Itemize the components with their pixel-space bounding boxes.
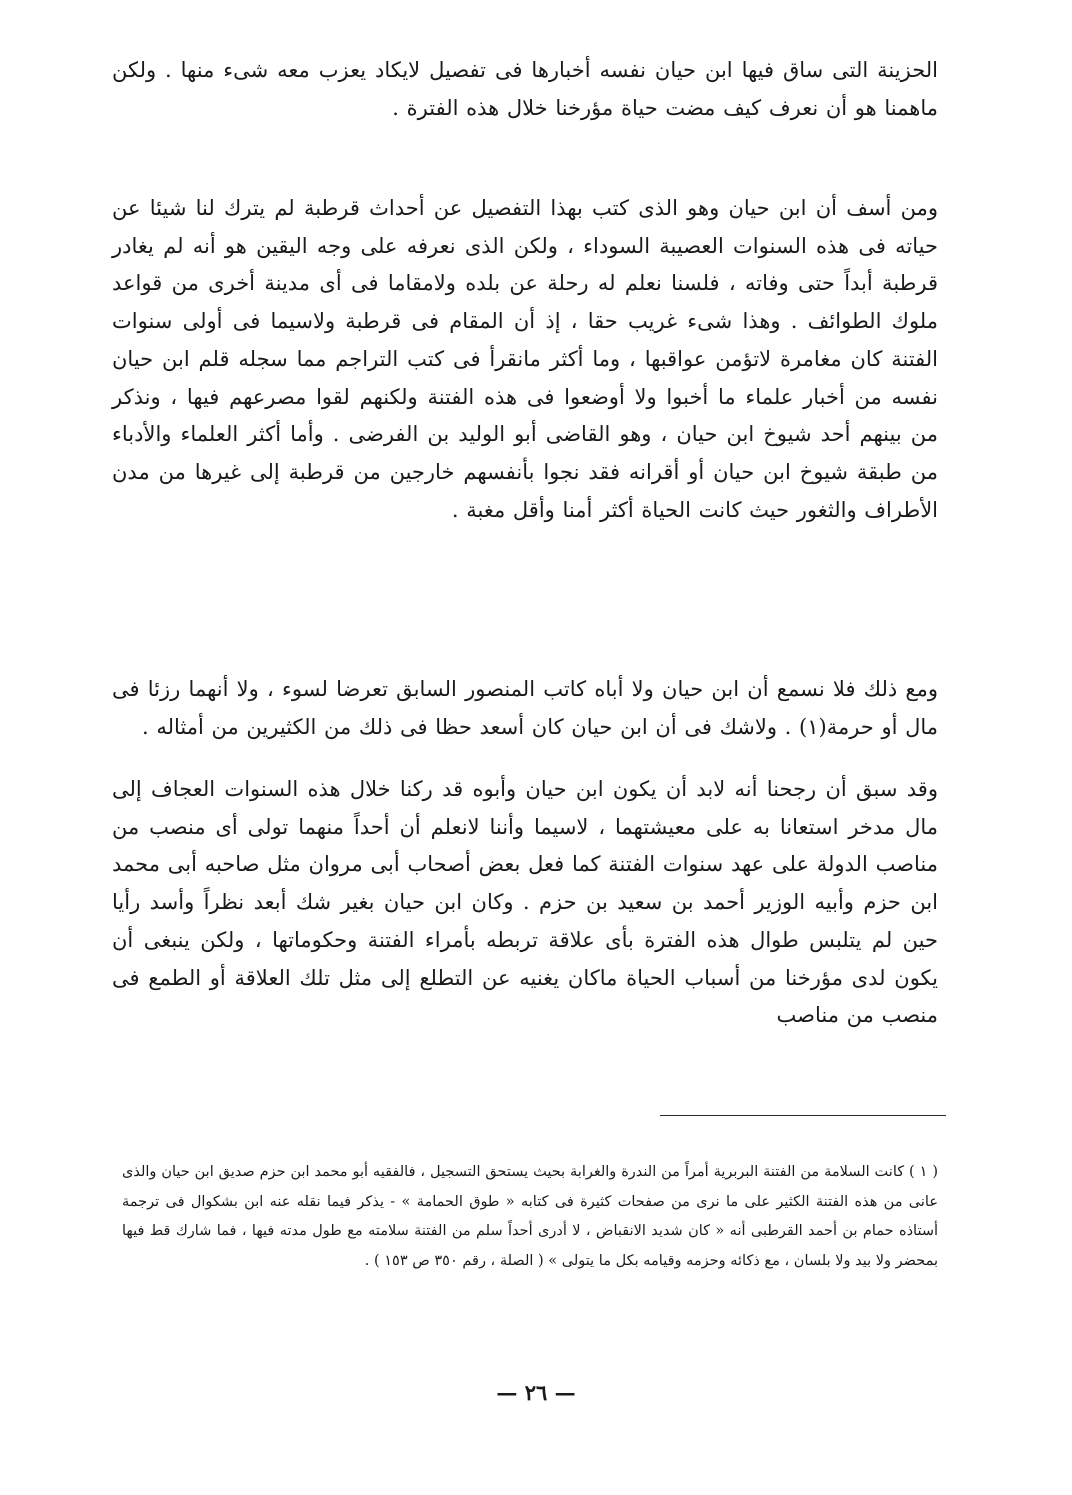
paragraph-3: ومع ذلك فلا نسمع أن ابن حيان ولا أباه كاتب المنصور السابق تعرضا لسوء ، ولا أنهما رزئا فى مال أو حرمة(١) . ولاشك فى أن ابن حيان كان أسعد حظا فى ذلك من الكثيرين من أمثاله . — [112, 677, 938, 739]
page-number: — ٢٦ — — [496, 1380, 576, 1405]
paragraph-2: ومن أسف أن ابن حيان وهو الذى كتب بهذا التفصيل عن أحداث قرطبة لم يترك لنا شيئا عن حياته فى هذه السنوات العصيبة السوداء ، ولكن الذى نعرفه على وجه اليقين هو أنه لم يغادر قرطبة أبداً حتى وفاته ، فلسنا نعلم له رحلة عن بلده ولامقاما فى أى مدينة أخرى من قواعد ملوك الطوائف . وهذا شىء غريب حقا ، إذ أن المقام فى قرطبة ولاسيما فى أولى سنوات الفتنة كان مغامرة لاتؤمن عواقبها ، وما أكثر مانقرأ فى كتب التراجم مما سجله قلم ابن حيان نفسه من أخبار علماء ما أخبوا ولا أوضعوا فى هذه الفتنة ولكنهم لقوا مصرعهم فيها ، ونذكر من بينهم أحد شيوخ ابن حيان ، وهو القاضى أبو الوليد بن الفرضى . وأما أكثر العلماء والأدباء من طبقة شيوخ ابن حيان أو أقرانه فقد نجوا بأنفسهم خارجين من قرطبة إلى غيرها من مدن الأطراف والثغور حيث كانت الحياة أكثر أمنا وأقل مغبة . — [112, 196, 938, 522]
paragraph-4: وقد سبق أن رجحنا أنه لابد أن يكون ابن حيان وأبوه قد ركنا خلال هذه السنوات العجاف إلى مال مدخر استعانا به على معيشتهما ، لاسيما وأننا لانعلم أن أحداً منهما تولى أى منصب من مناصب الدولة على عهد سنوات الفتنة كما فعل بعض أصحاب أبى مروان مثل صاحبه أبى محمد ابن حزم وأبيه الوزير أحمد بن سعيد بن حزم . وكان ابن حيان بغير شك أبعد نظراً وأسد رأيا حين لم يتلبس طوال هذه الفترة بأى علاقة تربطه بأمراء الفتنة وحكوماتها ، ولكن ينبغى أن يكون لدى مؤرخنا من أسباب الحياة ماكان يغنيه عن التطلع إلى مثل تلك العلاقة أو الطمع فى منصب من مناصب — [112, 777, 938, 1028]
footnote-1: ( ١ ) كانت السلامة من الفتنة البربرية أمراً من الندرة والغرابة بحيث يستحق التسجيل ، فالفقيه أبو محمد ابن حزم صديق ابن حيان والذى عانى من هذه الفتنة الكثير على ما نرى من صفحات كثيرة فى كتابه « طوق الحمامة » - يذكر فيما نقله عنه ابن بشكوال فى ترجمة أستاذه حمام بن أحمد القرطبى أنه « كان شديد الانقباض ، لا أدرى أحداً سلم من الفتنة سلامته مع طول مدته فيها ، فما شارك قط فيها بمحضر ولا بيد ولا بلسان ، مع ذكائه وحزمه وقيامه بكل ما يتولى » ( الصلة ، رقم ٣٥٠ ص ١٥٣ ) . — [122, 1164, 938, 1269]
footnote-divider — [660, 1115, 946, 1116]
paragraph-1: الحزينة التى ساق فيها ابن حيان نفسه أخبارها فى تفصيل لايكاد يعزب معه شىء منها . ولكن ماهمنا هو أن نعرف كيف مضت حياة مؤرخنا خلال هذه الفترة . — [112, 58, 938, 120]
